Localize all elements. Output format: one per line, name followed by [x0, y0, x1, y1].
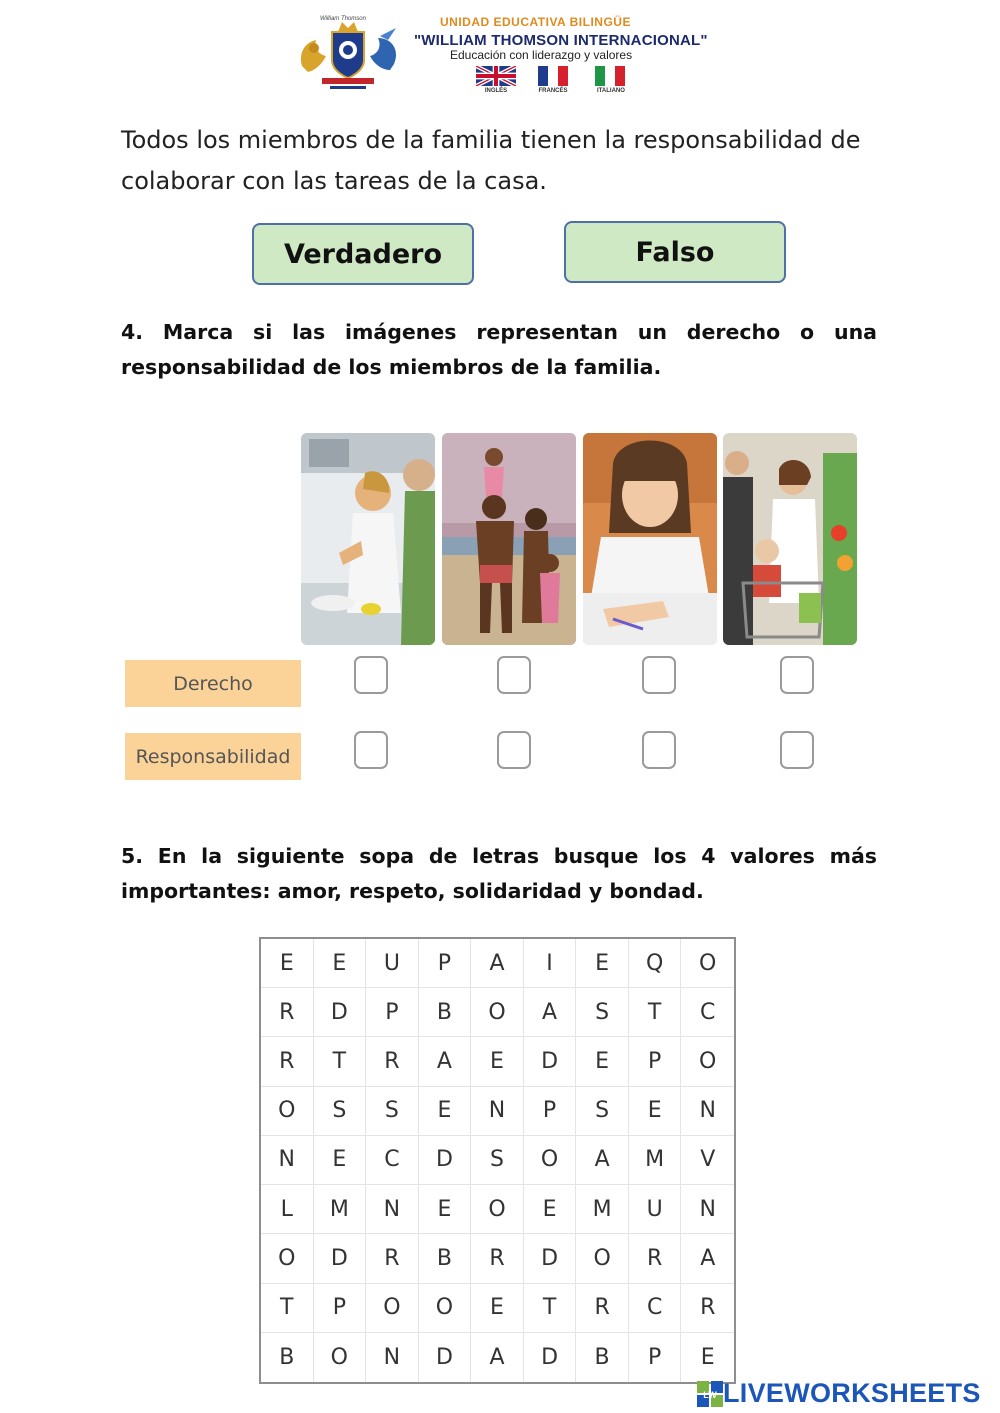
grid-cell-r4-c6[interactable]: P — [524, 1087, 577, 1136]
grid-cell-r9-c6[interactable]: D — [524, 1333, 577, 1382]
photo-family-at-supermarket — [723, 433, 857, 645]
grid-cell-r2-c1[interactable]: R — [261, 988, 314, 1037]
grid-cell-r8-c3[interactable]: O — [366, 1284, 419, 1333]
grid-cell-r8-c7[interactable]: R — [576, 1284, 629, 1333]
grid-cell-r4-c8[interactable]: E — [629, 1087, 682, 1136]
grid-cell-r5-c6[interactable]: O — [524, 1136, 577, 1185]
grid-cell-r2-c5[interactable]: O — [471, 988, 524, 1037]
checkbox-derecho-photo-3[interactable] — [642, 656, 676, 694]
grid-cell-r7-c6[interactable]: D — [524, 1234, 577, 1283]
false-button[interactable]: Falso — [564, 221, 786, 283]
grid-cell-r7-c1[interactable]: O — [261, 1234, 314, 1283]
grid-cell-r7-c2[interactable]: D — [314, 1234, 367, 1283]
grid-cell-r8-c4[interactable]: O — [419, 1284, 472, 1333]
grid-cell-r8-c5[interactable]: E — [471, 1284, 524, 1333]
grid-cell-r9-c9[interactable]: E — [700, 1344, 715, 1370]
question-5-text: 5. En la siguiente sopa de letras busque los 4 valores más importantes: amor, respeto, solidaridad y bondad. — [121, 844, 877, 903]
grid-cell-r6-c1[interactable]: L — [261, 1185, 314, 1234]
grid-cell-r3-c3[interactable]: R — [366, 1037, 419, 1086]
grid-cell-r8-c2[interactable]: P — [314, 1284, 367, 1333]
grid-cell-r5-c9[interactable]: V — [681, 1136, 734, 1185]
flag-label-english: INGLÉS — [484, 88, 508, 94]
liveworksheets-wordmark: LIVEWORKSHEETS — [723, 1378, 981, 1408]
grid-cell-r4-c3[interactable]: S — [366, 1087, 419, 1136]
checkbox-derecho-photo-1[interactable] — [354, 656, 388, 694]
liveworksheets-brand — [697, 1378, 981, 1409]
grid-cell-r3-c8[interactable]: P — [629, 1037, 682, 1086]
grid-cell-r5-c8[interactable]: M — [629, 1136, 682, 1185]
grid-cell-r5-c5[interactable]: S — [471, 1136, 524, 1185]
grid-cell-r2-c3[interactable]: P — [366, 988, 419, 1037]
school-name: "WILLIAM THOMSON INTERNACIONAL" — [414, 32, 708, 49]
grid-cell-r9-c3[interactable]: N — [366, 1333, 419, 1382]
grid-cell-r4-c1[interactable]: O — [261, 1087, 314, 1136]
grid-cell-r8-c9[interactable]: R — [681, 1284, 734, 1333]
grid-cell-r5-c1[interactable]: N — [261, 1136, 314, 1185]
grid-cell-r2-c2[interactable]: D — [314, 988, 367, 1037]
row-label-derecho: Derecho — [125, 660, 301, 707]
grid-cell-r3-c9[interactable]: O — [681, 1037, 734, 1086]
question-4-text: 4. Marca si las imágenes representan un derecho o una responsabilidad de los miembros de la familia. — [121, 320, 877, 379]
grid-cell-r4-c7[interactable]: S — [576, 1087, 629, 1136]
grid-cell-r9-c2[interactable]: O — [314, 1333, 367, 1382]
grid-cell-r8-c6[interactable]: T — [524, 1284, 577, 1333]
grid-cell-r8-c8[interactable]: C — [629, 1284, 682, 1333]
grid-cell-r6-c6[interactable]: E — [524, 1185, 577, 1234]
grid-cell-r1-c3[interactable]: U — [366, 939, 419, 988]
grid-cell-r1-c9[interactable]: O — [681, 939, 734, 988]
italy-flag-icon — [590, 66, 630, 86]
grid-cell-r3-c2[interactable]: T — [314, 1037, 367, 1086]
grid-cell-r3-c4[interactable]: A — [419, 1037, 472, 1086]
grid-cell-r4-c2[interactable]: S — [314, 1087, 367, 1136]
true-button[interactable]: Verdadero — [252, 223, 474, 285]
grid-cell-r7-c9[interactable]: A — [681, 1234, 734, 1283]
liveworksheets-logo-icon — [697, 1381, 723, 1407]
grid-cell-r6-c9[interactable]: N — [681, 1185, 734, 1234]
grid-cell-r6-c3[interactable]: N — [366, 1185, 419, 1234]
photo-child-washing-dishes — [301, 433, 435, 645]
grid-cell-r1-c4[interactable]: P — [419, 939, 472, 988]
checkbox-responsabilidad-photo-4[interactable] — [780, 731, 814, 769]
grid-cell-r4-c5[interactable]: N — [471, 1087, 524, 1136]
grid-cell-r6-c8[interactable]: U — [629, 1185, 682, 1234]
photo-family-at-beach — [442, 433, 576, 645]
word-search-grid — [259, 937, 736, 1384]
grid-cell-r3-c7[interactable]: E — [576, 1037, 629, 1086]
checkbox-responsabilidad-photo-1[interactable] — [354, 731, 388, 769]
grid-cell-r5-c4[interactable]: D — [419, 1136, 472, 1185]
grid-cell-r5-c2[interactable]: E — [314, 1136, 367, 1185]
grid-cell-r3-c5[interactable]: E — [471, 1037, 524, 1086]
grid-cell-r7-c4[interactable]: B — [419, 1234, 472, 1283]
grid-cell-r5-c7[interactable]: A — [576, 1136, 629, 1185]
crest-caption: William Thomson — [320, 16, 366, 22]
grid-cell-r1-c8[interactable]: Q — [629, 939, 682, 988]
grid-cell-r1-c5[interactable]: A — [471, 939, 524, 988]
checkbox-responsabilidad-photo-2[interactable] — [497, 731, 531, 769]
grid-cell-r2-c9[interactable]: C — [681, 988, 734, 1037]
flag-label-french: FRANCÉS — [538, 88, 568, 94]
grid-cell-r2-c6[interactable]: A — [524, 988, 577, 1037]
grid-cell-r6-c7[interactable]: M — [576, 1185, 629, 1234]
school-motto: Educación con liderazgo y valores — [450, 48, 633, 62]
grid-cell-r2-c7[interactable]: S — [576, 988, 629, 1037]
flag-label-italian: ITALIANO — [597, 88, 625, 94]
grid-cell-r1-c6[interactable]: I — [524, 939, 577, 988]
grid-cell-r9-c5[interactable]: A — [471, 1333, 524, 1382]
uk-flag-icon — [476, 66, 516, 86]
grid-cell-r1-c2[interactable]: E — [314, 939, 367, 988]
grid-cell-r7-c5[interactable]: R — [471, 1234, 524, 1283]
grid-cell-r6-c5[interactable]: O — [471, 1185, 524, 1234]
grid-cell-r9-c8[interactable]: P — [629, 1333, 682, 1382]
grid-cell-r9-c1[interactable]: B — [261, 1333, 314, 1382]
checkbox-responsabilidad-photo-3[interactable] — [642, 731, 676, 769]
grid-cell-r1-c7[interactable]: E — [576, 939, 629, 988]
grid-cell-r5-c3[interactable]: C — [366, 1136, 419, 1185]
grid-cell-r3-c1[interactable]: R — [261, 1037, 314, 1086]
statement-text: Todos los miembros de la familia tienen la responsabilidad de colaborar con las tareas de la casa. — [121, 126, 861, 195]
grid-cell-r4-c4[interactable]: E — [419, 1087, 472, 1136]
france-flag-icon — [533, 66, 573, 86]
grid-cell-r6-c2[interactable]: M — [314, 1185, 367, 1234]
logo-mark-text: LW — [703, 1389, 717, 1400]
photo-girl-writing — [583, 433, 717, 645]
grid-cell-r2-c8[interactable]: T — [629, 988, 682, 1037]
grid-cell-r3-c6[interactable]: D — [524, 1037, 577, 1086]
grid-cell-r7-c8[interactable]: R — [629, 1234, 682, 1283]
checkbox-derecho-photo-4[interactable] — [780, 656, 814, 694]
grid-cell-r7-c3[interactable]: R — [366, 1234, 419, 1283]
grid-cell-r2-c4[interactable]: B — [419, 988, 472, 1037]
row-label-responsabilidad: Responsabilidad — [125, 733, 301, 780]
school-crest-logo — [296, 14, 400, 94]
grid-cell-r6-c4[interactable]: E — [419, 1185, 472, 1234]
grid-cell-r9-c7[interactable]: B — [576, 1333, 629, 1382]
school-subtitle: UNIDAD EDUCATIVA BILINGÜE — [440, 15, 631, 29]
grid-cell-r7-c7[interactable]: O — [576, 1234, 629, 1283]
checkbox-derecho-photo-2[interactable] — [497, 656, 531, 694]
grid-cell-r8-c1[interactable]: T — [261, 1284, 314, 1333]
grid-cell-r1-c1[interactable]: E — [261, 939, 314, 988]
grid-cell-r9-c4[interactable]: D — [419, 1333, 472, 1382]
grid-cell-r4-c9[interactable]: N — [681, 1087, 734, 1136]
